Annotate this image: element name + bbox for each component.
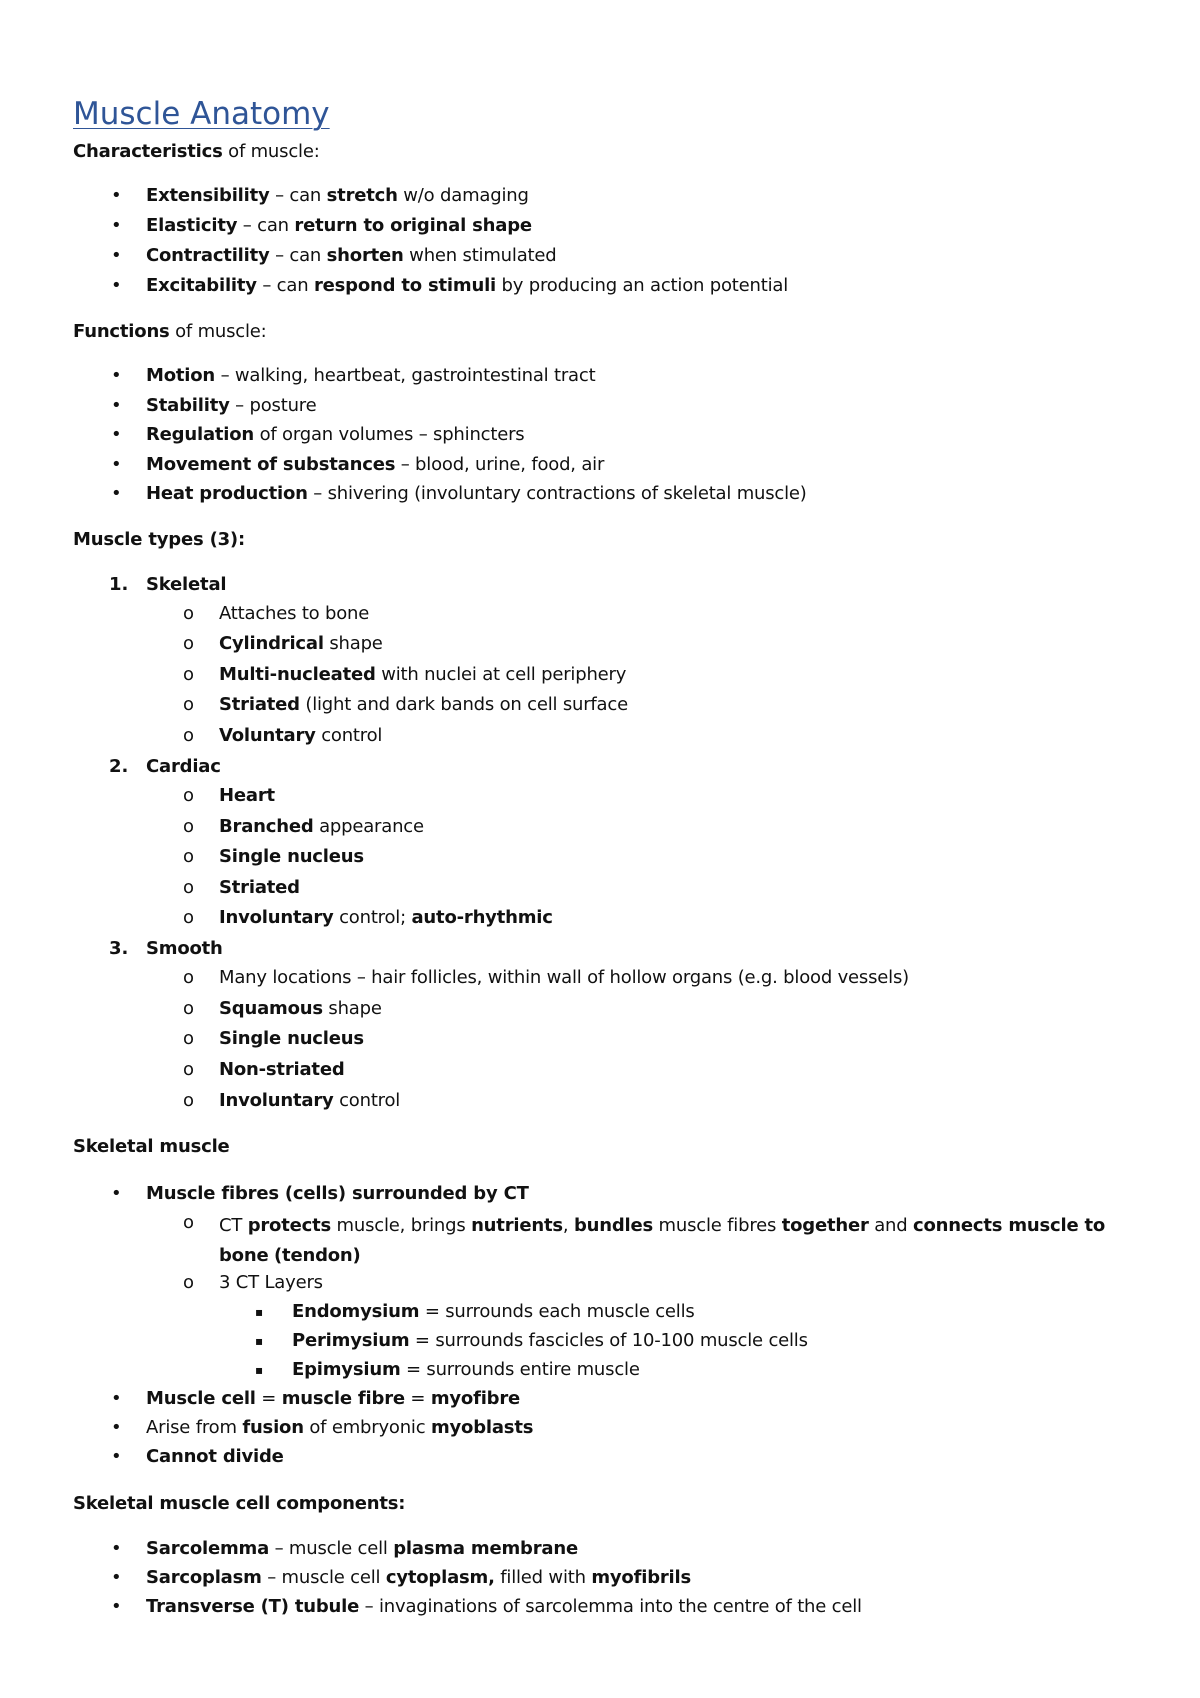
text-run: Muscle fibres (cells) surrounded by CT	[146, 1183, 529, 1204]
text-run: Endomysium	[292, 1301, 420, 1322]
text-run: Elasticity	[146, 215, 238, 236]
circle-marker: o	[183, 725, 195, 746]
list-item	[292, 1329, 808, 1353]
number-marker: 2.	[109, 756, 129, 777]
section-heading	[73, 1135, 230, 1159]
text-run: cytoplasm,	[385, 1567, 495, 1588]
list-item	[219, 663, 626, 687]
text-run: Involuntary	[219, 1090, 334, 1111]
circle-marker: o	[183, 998, 195, 1019]
list-item	[219, 845, 364, 869]
text-run: protects	[247, 1215, 332, 1236]
circle-marker: o	[183, 1212, 195, 1233]
square-marker: ▪	[255, 1363, 264, 1377]
list-item	[146, 364, 595, 388]
bullet-marker: •	[111, 245, 122, 266]
text-run: – can	[256, 275, 314, 296]
text-run: fusion	[242, 1417, 304, 1438]
page-title: Muscle Anatomy	[73, 96, 330, 132]
text-run: – invaginations of sarcolemma into the centre of the cell	[359, 1596, 862, 1617]
list-item	[219, 997, 382, 1021]
text-run: control;	[333, 907, 412, 928]
list-item	[219, 1027, 364, 1051]
circle-marker: o	[183, 603, 195, 624]
bullet-marker: •	[111, 1446, 122, 1467]
text-run: Perimysium	[292, 1330, 410, 1351]
bullet-marker: •	[111, 185, 122, 206]
text-run: Voluntary	[219, 725, 316, 746]
list-item	[219, 1058, 345, 1082]
text-run: myofibrils	[591, 1567, 692, 1588]
list-item	[292, 1300, 695, 1324]
text-run: control	[333, 1090, 401, 1111]
bullet-marker: •	[111, 1596, 122, 1617]
heading-run: Characteristics	[73, 141, 223, 162]
square-marker: ▪	[255, 1334, 264, 1348]
list-item	[219, 1271, 323, 1295]
list-item	[146, 1566, 691, 1590]
text-run: appearance	[313, 816, 424, 837]
text-run: myofibre	[430, 1388, 521, 1409]
text-run: respond to stimuli	[313, 275, 497, 296]
list-item	[146, 184, 529, 208]
text-run: shape	[322, 998, 382, 1019]
circle-marker: o	[183, 633, 195, 654]
bullet-marker: •	[111, 1183, 122, 1204]
list-item	[219, 906, 553, 930]
number-marker: 3.	[109, 938, 129, 959]
text-run: ,	[562, 1215, 574, 1236]
text-run: Involuntary	[219, 907, 334, 928]
bullet-marker: •	[111, 215, 122, 236]
bullet-marker: •	[111, 1538, 122, 1559]
circle-marker: o	[183, 907, 195, 928]
text-run: and	[868, 1215, 913, 1236]
circle-marker: o	[183, 1028, 195, 1049]
text-run: = surrounds fascicles of 10-100 muscle cells	[409, 1330, 808, 1351]
list-item	[219, 693, 628, 717]
text-run: Transverse (T) tubule	[146, 1596, 360, 1617]
bullet-marker: •	[111, 424, 122, 445]
list-item	[146, 1537, 578, 1561]
text-run: – muscle cell	[269, 1538, 394, 1559]
text-run: Epimysium	[292, 1359, 401, 1380]
text-run: Skeletal	[146, 574, 227, 595]
text-run: shape	[323, 633, 383, 654]
text-run: – can	[237, 215, 295, 236]
text-run: – muscle cell	[261, 1567, 386, 1588]
circle-marker: o	[183, 1272, 195, 1293]
text-run: Muscle cell	[146, 1388, 256, 1409]
text-run: Squamous	[219, 998, 323, 1019]
text-run: – shivering (involuntary contractions of skeletal muscle)	[307, 483, 807, 504]
list-item	[219, 966, 909, 990]
circle-marker: o	[183, 967, 195, 988]
text-run: 3 CT Layers	[219, 1272, 323, 1293]
text-run: Regulation	[146, 424, 255, 445]
list-item	[219, 632, 383, 656]
list-item	[219, 724, 382, 748]
bullet-marker: •	[111, 483, 122, 504]
text-run: myoblasts	[430, 1417, 534, 1438]
text-run: muscle fibres	[653, 1215, 782, 1236]
text-run: of embryonic	[303, 1417, 431, 1438]
heading-run: of muscle:	[222, 141, 320, 162]
text-run: Sarcolemma	[146, 1538, 270, 1559]
text-run: Many locations – hair follicles, within wall of hollow organs (e.g. blood vessels)	[219, 967, 909, 988]
bullet-marker: •	[111, 395, 122, 416]
text-run: Branched	[219, 816, 314, 837]
bullet-marker: •	[111, 1417, 122, 1438]
number-marker: 1.	[109, 574, 129, 595]
list-item	[146, 214, 532, 238]
list-item	[146, 1387, 520, 1411]
bullet-marker: •	[111, 1567, 122, 1588]
text-run: w/o damaging	[397, 185, 529, 206]
text-run: Single nucleus	[219, 846, 364, 867]
text-run: Movement of substances	[146, 454, 396, 475]
list-item	[146, 1595, 862, 1619]
bullet-marker: •	[111, 275, 122, 296]
circle-marker: o	[183, 877, 195, 898]
text-run: Single nucleus	[219, 1028, 364, 1049]
text-run: =	[255, 1388, 282, 1409]
text-run: – walking, heartbeat, gastrointestinal tract	[215, 365, 596, 386]
text-run: CT	[219, 1215, 248, 1236]
text-run: Striated	[219, 694, 300, 715]
text-run: Cylindrical	[219, 633, 324, 654]
list-item	[146, 755, 221, 779]
list-item	[146, 482, 807, 506]
list-item	[146, 937, 223, 961]
text-run: return to original shape	[294, 215, 532, 236]
bullet-marker: •	[111, 1388, 122, 1409]
circle-marker: o	[183, 1090, 195, 1111]
section-heading	[73, 528, 245, 552]
section-heading	[73, 320, 267, 344]
bullet-marker: •	[111, 454, 122, 475]
text-run: nutrients	[471, 1215, 563, 1236]
list-item	[146, 423, 524, 447]
text-run: Non-striated	[219, 1059, 345, 1080]
text-run: =	[404, 1388, 431, 1409]
circle-marker: o	[183, 1059, 195, 1080]
list-item	[146, 453, 604, 477]
text-run: auto-rhythmic	[411, 907, 553, 928]
circle-marker: o	[183, 846, 195, 867]
text-run: = surrounds each muscle cells	[419, 1301, 695, 1322]
text-run: Striated	[219, 877, 300, 898]
text-run: connects muscle to bone	[219, 1215, 1106, 1266]
text-run: control	[315, 725, 383, 746]
text-run: Contractility	[146, 245, 270, 266]
text-run: Attaches to bone	[219, 603, 370, 624]
text-run: Arise from	[146, 1417, 243, 1438]
text-run: (tendon)	[274, 1245, 361, 1266]
text-run: – posture	[229, 395, 317, 416]
list-item	[146, 394, 316, 418]
text-run: Cardiac	[146, 756, 221, 777]
text-run: Smooth	[146, 938, 223, 959]
heading-run: of muscle:	[169, 321, 267, 342]
text-run: stretch	[326, 185, 398, 206]
circle-marker: o	[183, 664, 195, 685]
section-heading	[73, 140, 320, 164]
text-run: when stimulated	[403, 245, 557, 266]
heading-run: Skeletal muscle cell components:	[73, 1493, 406, 1514]
text-run: – can	[269, 245, 327, 266]
text-run: plasma membrane	[393, 1538, 578, 1559]
text-run: of organ volumes – sphincters	[254, 424, 525, 445]
text-run: (light and dark bands on cell surface	[299, 694, 628, 715]
text-run: with nuclei at cell periphery	[375, 664, 627, 685]
list-item	[219, 602, 369, 626]
list-item	[146, 244, 556, 268]
square-marker: ▪	[255, 1305, 264, 1319]
text-run: Excitability	[146, 275, 257, 296]
text-run: together	[781, 1215, 869, 1236]
heading-run: Skeletal muscle	[73, 1136, 230, 1157]
text-run: Motion	[146, 365, 216, 386]
text-run: by producing an action potential	[496, 275, 789, 296]
text-run: Multi-nucleated	[219, 664, 376, 685]
list-item	[146, 1416, 533, 1440]
section-heading	[73, 1492, 405, 1516]
circle-marker: o	[183, 785, 195, 806]
circle-marker: o	[183, 694, 195, 715]
text-run: Sarcoplasm	[146, 1567, 262, 1588]
text-run: Heart	[219, 785, 275, 806]
list-item	[219, 876, 300, 900]
list-item	[292, 1358, 640, 1382]
text-run: Cannot divide	[146, 1446, 284, 1467]
list-item	[146, 1182, 529, 1206]
heading-run: Functions	[73, 321, 170, 342]
list-item	[146, 573, 226, 597]
list-item	[146, 274, 788, 298]
bullet-marker: •	[111, 365, 122, 386]
text-run: bundles	[573, 1215, 654, 1236]
text-run: – can	[269, 185, 327, 206]
list-item	[219, 1211, 1139, 1271]
text-run: – blood, urine, food, air	[395, 454, 605, 475]
text-run: shorten	[326, 245, 404, 266]
heading-run: Muscle types (3):	[73, 529, 245, 550]
text-run: Heat production	[146, 483, 308, 504]
list-item	[146, 1445, 284, 1469]
text-run: muscle, brings	[331, 1215, 472, 1236]
text-run: Extensibility	[146, 185, 270, 206]
list-item	[219, 815, 424, 839]
text-run: Stability	[146, 395, 230, 416]
text-run: = surrounds entire muscle	[400, 1359, 640, 1380]
list-item	[219, 784, 275, 808]
circle-marker: o	[183, 816, 195, 837]
text-run: filled with	[494, 1567, 592, 1588]
text-run: muscle fibre	[281, 1388, 405, 1409]
list-item	[219, 1089, 400, 1113]
